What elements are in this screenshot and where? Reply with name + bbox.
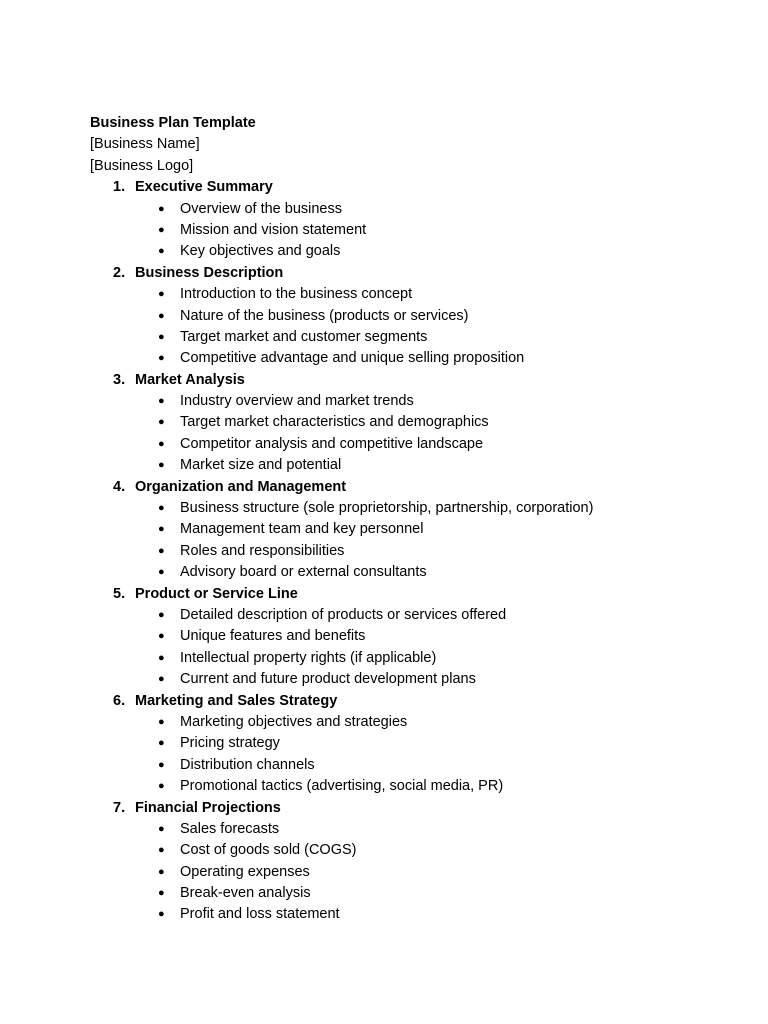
document-content	[90, 113, 710, 926]
list-item	[90, 455, 710, 476]
section-number: 4.	[113, 478, 126, 495]
list-item	[90, 391, 710, 412]
list-item-text: Mission and vision statement	[180, 221, 367, 238]
list-item	[90, 412, 710, 433]
bullet-icon: ●	[158, 223, 165, 236]
list-item	[90, 562, 710, 583]
bullet-icon: ●	[158, 844, 165, 857]
section-heading	[90, 370, 710, 391]
section-heading-text: Organization and Management	[135, 478, 347, 495]
bullet-icon: ●	[158, 309, 165, 322]
list-item-text: Key objectives and goals	[180, 243, 341, 260]
list-item	[90, 284, 710, 305]
list-item-text: Current and future product development plans	[180, 671, 476, 688]
bullet-icon: ●	[158, 887, 165, 900]
list-item	[90, 541, 710, 562]
section-number: 3.	[113, 371, 126, 388]
section-number: 2.	[113, 264, 126, 281]
list-item-text: Target market characteristics and demographics	[180, 414, 489, 431]
section-heading-text: Executive Summary	[135, 179, 273, 196]
list-item	[90, 434, 710, 455]
list-item	[90, 840, 710, 861]
list-item	[90, 862, 710, 883]
document-title: Business Plan Template	[90, 115, 256, 131]
list-item	[90, 776, 710, 797]
section-heading-text: Financial Projections	[135, 799, 281, 816]
list-item	[90, 819, 710, 840]
bullet-icon: ●	[158, 352, 165, 365]
list-item-text: Promotional tactics (advertising, social media, PR)	[180, 778, 504, 795]
bullet-icon: ●	[158, 865, 165, 878]
list-item	[90, 199, 710, 220]
business-name-placeholder: [Business Name]	[90, 136, 200, 153]
section-number: 1.	[113, 179, 126, 196]
bullet-icon: ●	[158, 502, 165, 515]
bullet-icon: ●	[158, 245, 165, 258]
section-heading-text: Business Description	[135, 264, 284, 281]
list-item	[90, 904, 710, 925]
list-item	[90, 348, 710, 369]
list-item	[90, 712, 710, 733]
bullet-icon: ●	[158, 437, 165, 450]
section-number: 7.	[113, 799, 126, 816]
bullet-icon: ●	[158, 330, 165, 343]
list-item	[90, 648, 710, 669]
bullet-icon: ●	[158, 395, 165, 408]
list-item	[90, 755, 710, 776]
list-item	[90, 498, 710, 519]
section-heading	[90, 177, 710, 198]
list-item-text: Industry overview and market trends	[180, 393, 414, 410]
list-item-text: Advisory board or external consultants	[180, 564, 427, 581]
bullet-icon: ●	[158, 737, 165, 750]
list-item-text: Target market and customer segments	[180, 328, 428, 345]
bullet-icon: ●	[158, 673, 165, 686]
list-item	[90, 883, 710, 904]
section-heading	[90, 798, 710, 819]
list-item	[90, 605, 710, 626]
bullet-icon: ●	[158, 416, 165, 429]
section-heading	[90, 263, 710, 284]
section-heading	[90, 477, 710, 498]
list-item-text: Intellectual property rights (if applicable)	[180, 649, 437, 666]
bullet-icon: ●	[158, 566, 165, 579]
list-item-text: Competitor analysis and competitive landscape	[180, 435, 484, 452]
list-item	[90, 241, 710, 262]
bullet-icon: ●	[158, 288, 165, 301]
list-item-text: Operating expenses	[180, 863, 310, 880]
list-item-text: Break-even analysis	[180, 885, 311, 902]
list-item-text: Sales forecasts	[180, 820, 280, 837]
list-item	[90, 220, 710, 241]
list-item-text: Introduction to the business concept	[180, 286, 413, 303]
list-item-text: Business structure (sole proprietorship, partnership, corporation)	[180, 500, 594, 517]
list-item-text: Competitive advantage and unique selling proposition	[180, 350, 525, 367]
bullet-icon: ●	[158, 780, 165, 793]
list-item-text: Detailed description of products or services offered	[180, 606, 507, 623]
bullet-icon: ●	[158, 459, 165, 472]
bullet-icon: ●	[158, 523, 165, 536]
list-item	[90, 519, 710, 540]
section-number: 6.	[113, 692, 126, 709]
list-item	[90, 669, 710, 690]
section-heading	[90, 691, 710, 712]
list-item-text: Nature of the business (products or services)	[180, 307, 469, 324]
bullet-icon: ●	[158, 651, 165, 664]
list-item-text: Pricing strategy	[180, 735, 280, 752]
section-heading-text: Marketing and Sales Strategy	[135, 692, 338, 709]
list-item	[90, 306, 710, 327]
bullet-icon: ●	[158, 608, 165, 621]
list-item-text: Profit and loss statement	[180, 906, 340, 923]
bullet-icon: ●	[158, 544, 165, 557]
list-item-text: Overview of the business	[180, 200, 342, 217]
bullet-icon: ●	[158, 822, 165, 835]
list-item-text: Unique features and benefits	[180, 628, 366, 645]
list-item-text: Market size and potential	[180, 457, 342, 474]
section-number: 5.	[113, 585, 126, 602]
business-logo-placeholder: [Business Logo]	[90, 157, 194, 174]
bullet-icon: ●	[158, 630, 165, 643]
list-item-text: Roles and responsibilities	[180, 542, 345, 559]
list-item	[90, 626, 710, 647]
section-heading-text: Market Analysis	[135, 371, 245, 388]
list-item	[90, 327, 710, 348]
section-heading	[90, 584, 710, 605]
bullet-icon: ●	[158, 202, 165, 215]
list-item-text: Marketing objectives and strategies	[180, 713, 408, 730]
bullet-icon: ●	[158, 908, 165, 921]
section-heading-text: Product or Service Line	[135, 585, 298, 602]
list-item-text: Management team and key personnel	[180, 521, 424, 538]
list-item-text: Distribution channels	[180, 756, 315, 773]
bullet-icon: ●	[158, 715, 165, 728]
list-item-text: Cost of goods sold (COGS)	[180, 842, 357, 859]
bullet-icon: ●	[158, 758, 165, 771]
list-item	[90, 733, 710, 754]
